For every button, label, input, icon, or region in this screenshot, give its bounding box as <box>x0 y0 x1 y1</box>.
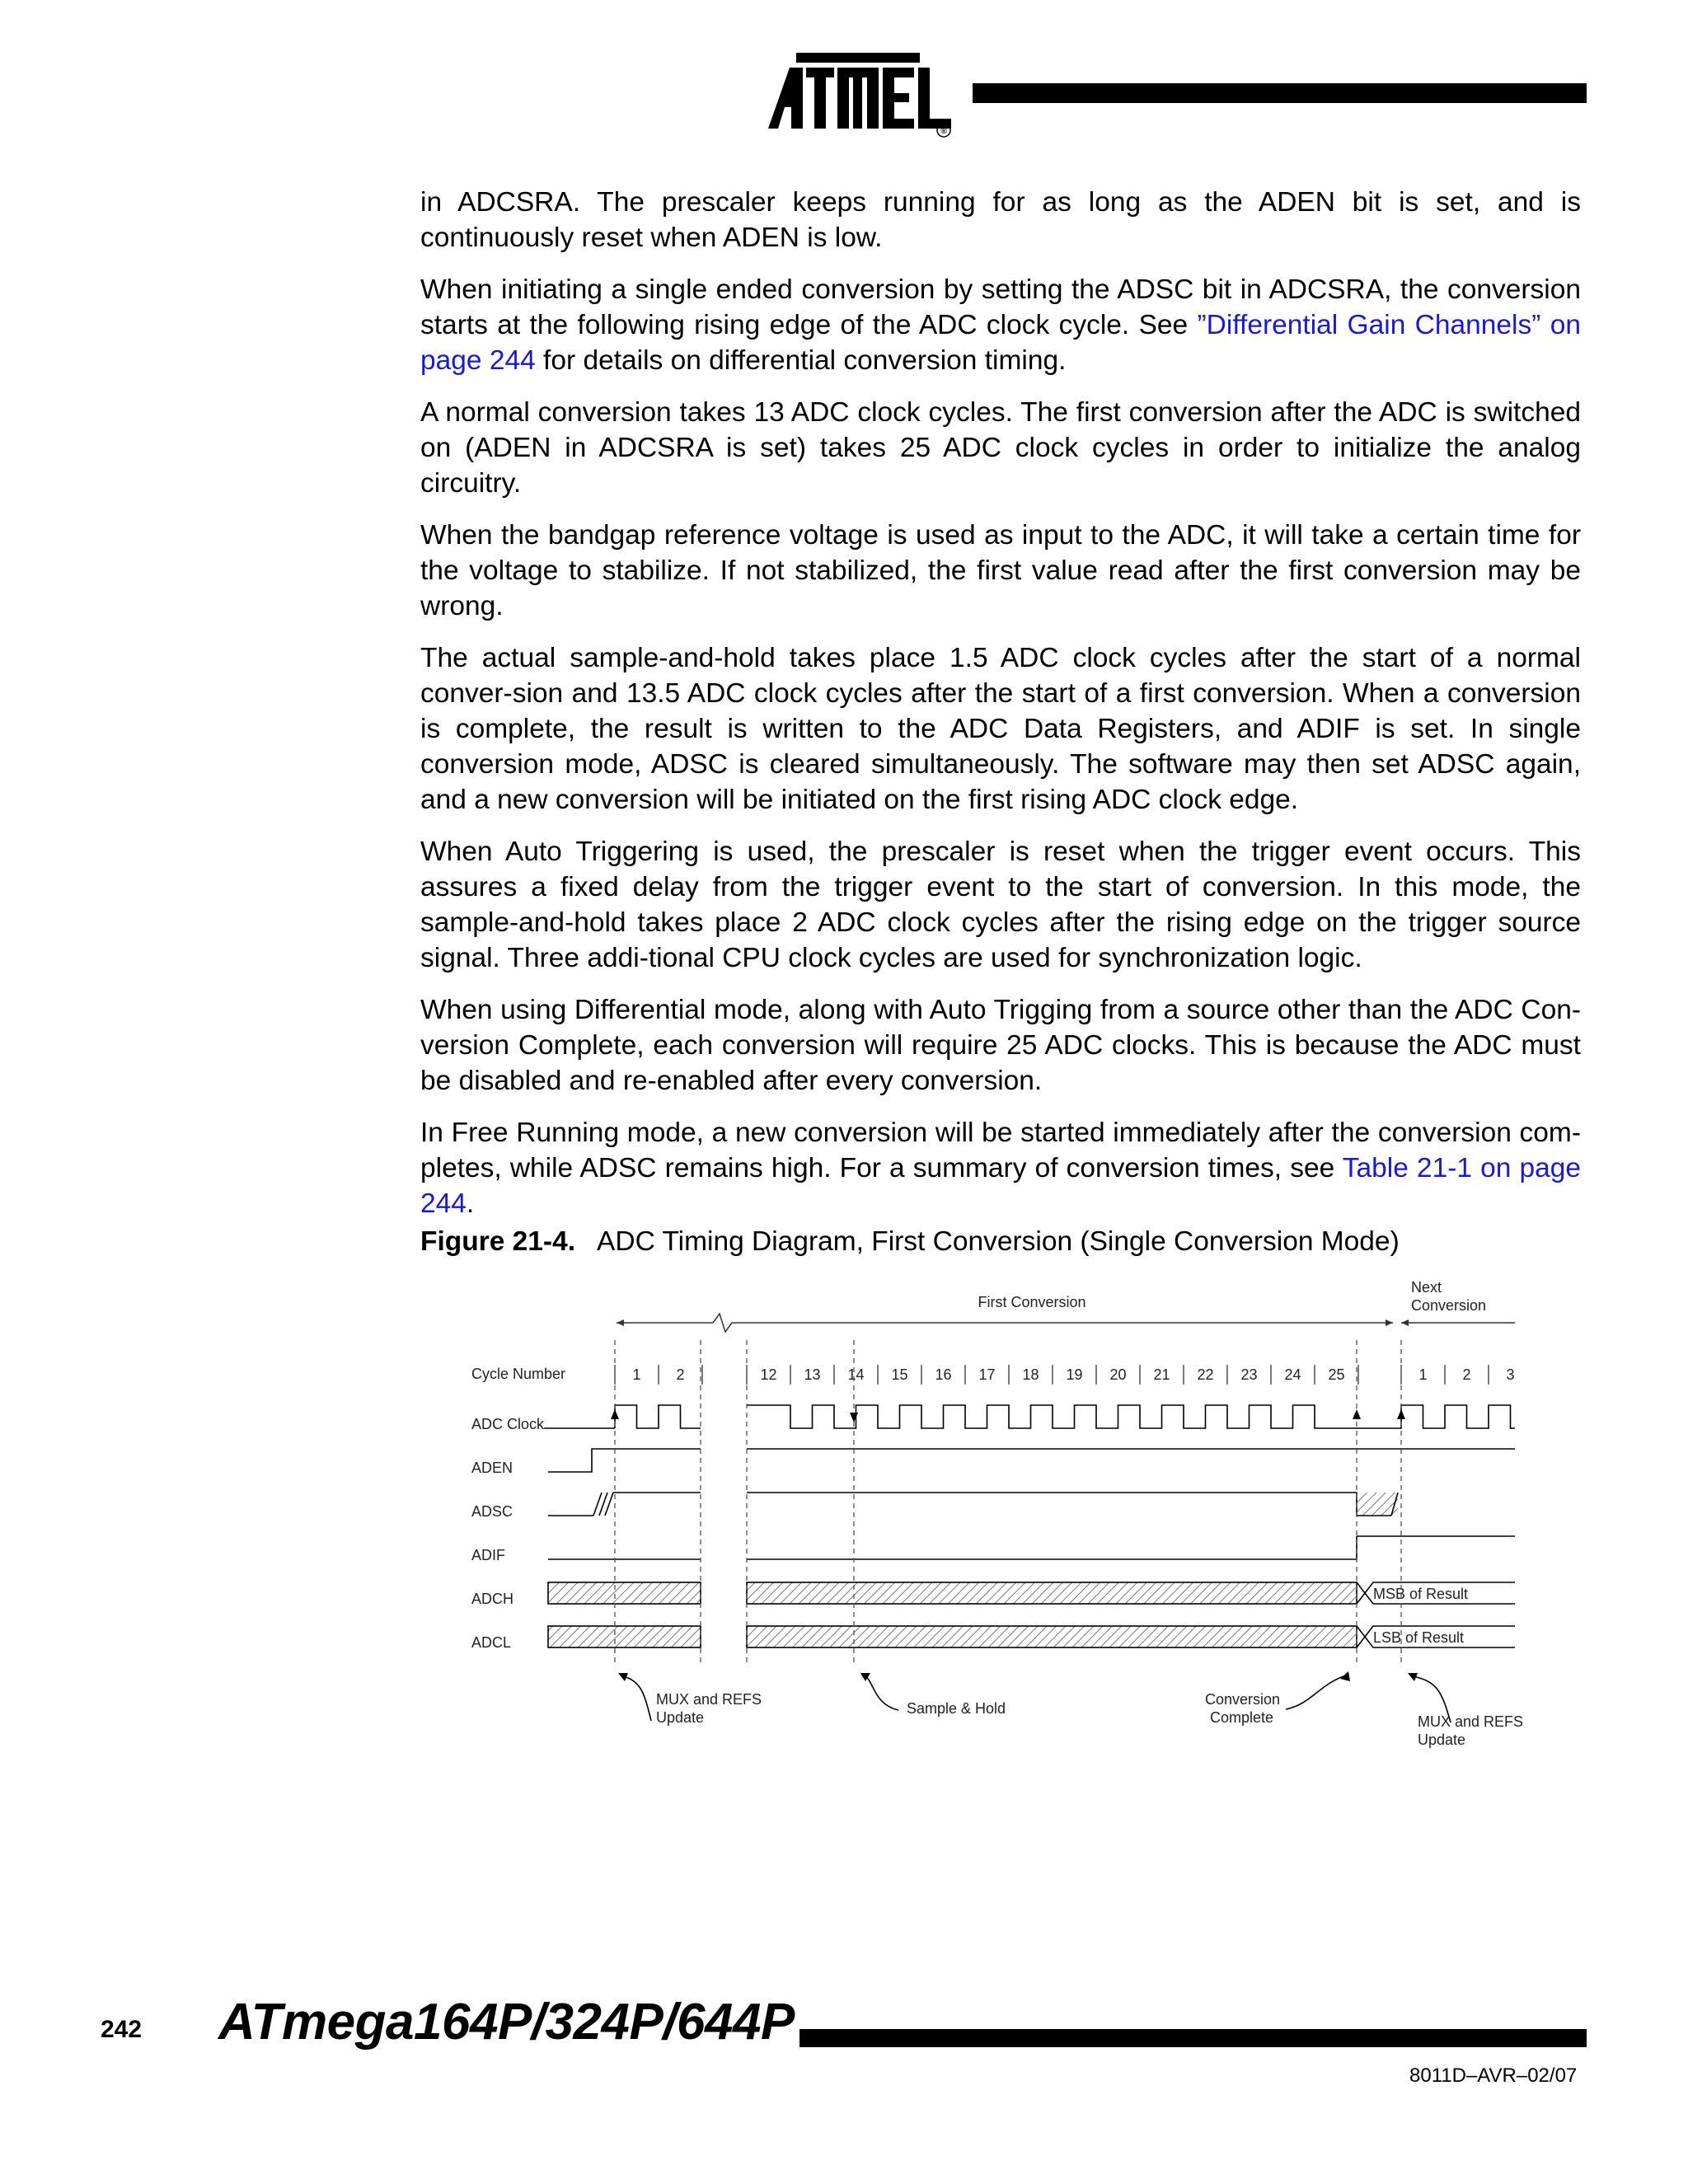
cycle-number-next-3: 3 <box>1506 1366 1515 1383</box>
cycle-number-main-13: 13 <box>804 1366 821 1383</box>
cross-reference-link[interactable]: Table 21-1 on page 244 <box>420 1153 1581 1219</box>
signal-label-adch: ADCH <box>471 1591 514 1607</box>
svg-text:®: ® <box>940 127 947 136</box>
paragraph: When the bandgap reference voltage is used as input to the ADC, it will take a certain time for the voltage to stabilize. If not stabilized, the first value read after the first conversion may be wrong. <box>420 520 1581 621</box>
mux-refs-update-label: Update <box>656 1709 705 1726</box>
paragraph: The actual sample-and-hold takes place 1.5 ADC clock cycles after the start of a normal conver-sion and 13.5 ADC clock cycles after the start of a first conversion. When a conversion is complete, the result is written to the ADC Data Registers, and ADIF is set. In single conversion mode, ADSC is cleared simultaneously. The software may then set ADSC again, and a new conversion will be initiated on the first rising ADC clock edge. <box>420 643 1581 815</box>
cycle-number-main-25: 25 <box>1328 1366 1345 1383</box>
paragraph: When using Differential mode, along with Auto Trigging from a source other than the ADC Con-version Complete, each conversion will require 25 ADC clocks. This is because the ADC must be disabled and re-enabled after every conversion. <box>420 995 1581 1096</box>
signal-label-adc-clock: ADC Clock <box>471 1416 545 1432</box>
product-title: ATmega164P/324P/644P <box>218 1994 795 2050</box>
adch-waveform <box>548 1582 1515 1604</box>
cycle-number-next-1: 1 <box>1418 1366 1428 1383</box>
cycle-number-main-15: 15 <box>891 1366 908 1383</box>
cycle-number-main-16: 16 <box>935 1366 952 1383</box>
paragraph: When Auto Triggering is used, the prescaler is reset when the trigger event occurs. This assures a fixed delay from the trigger event to the start of conversion. In this mode, the sample-and-hold takes place 2 ADC clock cycles after the rising edge on the trigger source signal. Three addi-tional CPU clock cycles are used for synchronization logic. <box>420 837 1581 973</box>
figure-number: Figure 21-4. <box>420 1226 576 1257</box>
cycle-number-first-2: 2 <box>676 1366 685 1383</box>
lsb-result-label: LSB of Result <box>1373 1629 1465 1646</box>
cycle-number-first-1: 1 <box>632 1366 641 1383</box>
cycle-number-row <box>615 1365 1525 1385</box>
footer-rule <box>799 2029 1587 2047</box>
cycle-number-main-12: 12 <box>760 1366 777 1383</box>
adcl-waveform <box>548 1626 1515 1647</box>
adc-clock-waveform <box>544 1405 1515 1428</box>
signal-label-adcl: ADCL <box>471 1634 512 1651</box>
figure-title: ADC Timing Diagram, First Conversion (Single Conversion Mode) <box>597 1226 1400 1257</box>
cycle-number-main-17: 17 <box>978 1366 996 1383</box>
aden-waveform <box>548 1449 701 1472</box>
cross-reference-link[interactable]: ”Differential Gain Channels” on page 244 <box>420 310 1581 376</box>
conversion-complete-label: Complete <box>1209 1709 1273 1726</box>
cycle-number-main-14: 14 <box>847 1366 865 1383</box>
signal-label-adif: ADIF <box>471 1547 506 1563</box>
cycle-number-main-22: 22 <box>1197 1366 1214 1383</box>
first-conversion-span <box>617 1314 1515 1332</box>
paragraph: In Free Running mode, a new conversion will be started immediately after the conversion com-pletes, while ADSC remains high. For a summary of conversion times, see Table 21-1 on page 244. <box>420 1118 1581 1219</box>
signal-label-adsc: ADSC <box>471 1503 513 1520</box>
cycle-number-next-2: 2 <box>1462 1366 1471 1383</box>
event-markers <box>615 1340 1401 1665</box>
figure-caption <box>420 1226 1400 1258</box>
paragraph: A normal conversion takes 13 ADC clock cycles. The first conversion after the ADC is switched on (ADEN in ADCSRA is set) takes 25 ADC clock cycles in order to initialize the analog circuitry. <box>420 397 1581 499</box>
msb-result-label: MSB of Result <box>1373 1586 1469 1602</box>
paragraph: When initiating a single ended conversion by setting the ADSC bit in ADCSRA, the conversion starts at the following rising edge of the ADC clock cycle. See ”Differential Gain Channels” on page 244 for details on differential conversion timing. <box>420 274 1581 376</box>
cycle-number-main-21: 21 <box>1153 1366 1170 1383</box>
mux-refs-update-label: MUX and REFS <box>656 1691 762 1708</box>
cycle-number-label: Cycle Number <box>471 1366 566 1382</box>
next-conversion-label: Conversion <box>1411 1297 1487 1314</box>
mux-refs-update-label: MUX and REFS <box>1418 1713 1524 1730</box>
adif-waveform <box>548 1536 1515 1559</box>
clock-edge-arrows <box>611 1409 1405 1422</box>
next-conversion-label: Next <box>1411 1279 1442 1296</box>
atmel-logo <box>768 49 966 138</box>
adsc-waveform <box>548 1493 1398 1516</box>
first-conversion-label: First Conversion <box>978 1294 1086 1310</box>
cycle-number-main-19: 19 <box>1066 1366 1083 1383</box>
signal-label-aden: ADEN <box>471 1460 513 1476</box>
timing-diagram <box>462 1269 1525 1755</box>
header-rule <box>973 83 1587 103</box>
cycle-number-main-20: 20 <box>1109 1366 1127 1383</box>
body-text <box>420 185 1581 1238</box>
cycle-number-main-24: 24 <box>1284 1366 1301 1383</box>
page-number: 242 <box>101 2016 143 2043</box>
mux-refs-update-label: Update <box>1418 1732 1466 1748</box>
document-id: 8011D–AVR–02/07 <box>1409 2064 1578 2087</box>
conversion-complete-label: Conversion <box>1204 1691 1280 1708</box>
cycle-number-main-23: 23 <box>1240 1366 1258 1383</box>
paragraph: in ADCSRA. The prescaler keeps running for as long as the ADEN bit is set, and is continuously reset when ADEN is low. <box>420 187 1581 253</box>
sample-hold-label: Sample & Hold <box>907 1700 1006 1717</box>
cycle-number-main-18: 18 <box>1022 1366 1039 1383</box>
